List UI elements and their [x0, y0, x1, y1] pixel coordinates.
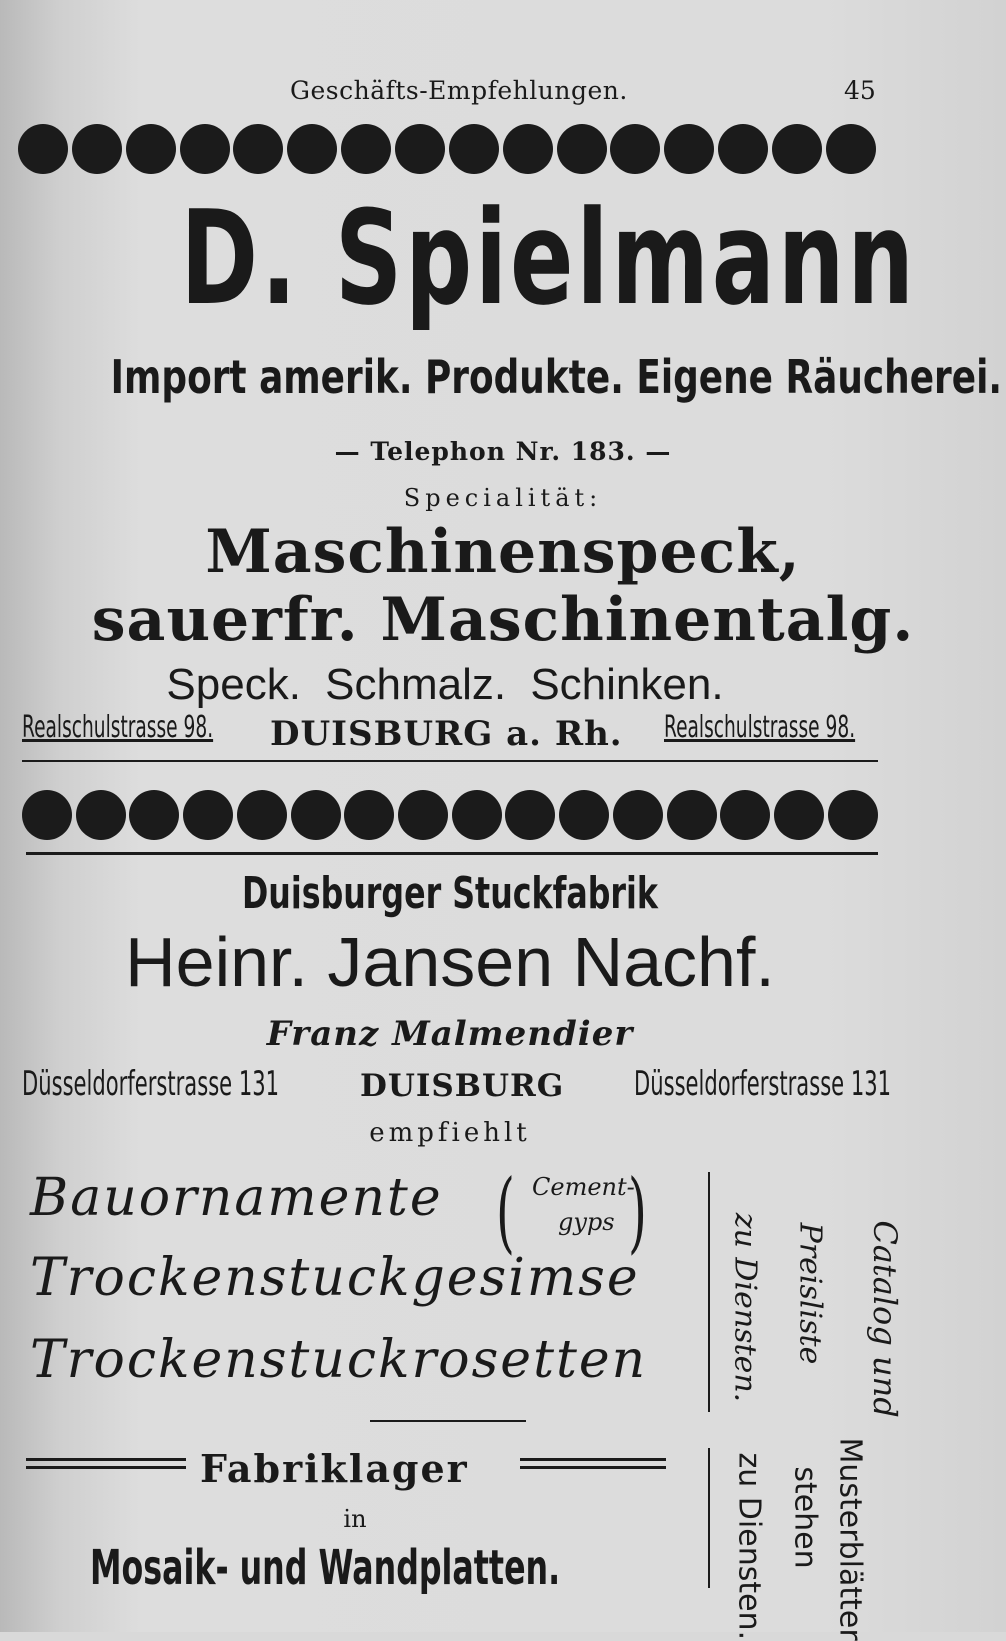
page-number: 45 [844, 76, 876, 105]
ornament-dot [180, 124, 230, 174]
ornament-dot [233, 124, 283, 174]
ad1-firm-name: D. Spielmann [180, 182, 917, 334]
side-note-divider [708, 1172, 710, 1412]
dot-border-top [18, 124, 876, 174]
dot-border-bottom [22, 790, 878, 840]
ornament-dot [557, 124, 607, 174]
ornament-dot [395, 124, 445, 174]
ad2-offer-gesimse: Trockenstuckgesimse [30, 1248, 640, 1308]
ornament-dot [129, 790, 179, 840]
ornament-dot [503, 124, 553, 174]
paren-close: ) [628, 1160, 647, 1263]
ornament-dot [237, 790, 287, 840]
ornament-dot [505, 790, 555, 840]
ornament-dot [610, 124, 660, 174]
ornament-dot [664, 124, 714, 174]
ad1-product-line1: Maschinenspeck, [205, 517, 801, 587]
ornament-dot [72, 124, 122, 174]
ornament-dot [344, 790, 394, 840]
ornament-dot [828, 790, 878, 840]
page-header-title: Geschäfts-Empfehlungen. [290, 76, 628, 105]
ad2-warehouse-goods: Mosaik- und Wandplatten. [90, 1540, 561, 1596]
ad2-warehouse: Fabriklager [200, 1446, 469, 1491]
ad2-side-note2-line1: Musterblätter [832, 1437, 868, 1641]
section-divider [26, 852, 878, 855]
ornament-dot [449, 124, 499, 174]
ornament-dot [291, 790, 341, 840]
ad1-items: Speck. Schmalz. Schinken. [166, 660, 724, 709]
short-divider [370, 1420, 526, 1422]
ad2-city: DUISBURG [360, 1068, 565, 1104]
ad2-street-left: Düsseldorferstrasse 131 [22, 1064, 280, 1104]
ornament-dot [720, 790, 770, 840]
ornament-dot [398, 790, 448, 840]
ornament-dot [613, 790, 663, 840]
ad2-side-note1-line3: zu Diensten. [727, 1212, 763, 1403]
ad2-heading: Duisburger Stuckfabrik [241, 868, 658, 919]
ornament-dot [718, 124, 768, 174]
ornament-dot [341, 124, 391, 174]
divider [22, 760, 878, 762]
ad1-specialty-label: Specialität: [403, 484, 603, 512]
ad2-side-note1-line2: Preisliste [792, 1222, 828, 1365]
ad2-in-word: in [343, 1505, 367, 1533]
ad1-street-right: Realschulstrasse 98. [664, 710, 856, 745]
ornament-dot [559, 790, 609, 840]
ornament-dot [826, 124, 876, 174]
ad1-street-left: Realschulstrasse 98. [22, 710, 214, 745]
ad2-offer-rosetten: Trockenstuckrosetten [30, 1330, 648, 1390]
ad1-city: DUISBURG a. Rh. [270, 714, 623, 754]
double-rule-left [26, 1458, 186, 1469]
ad2-recommends: empfiehlt [369, 1118, 531, 1148]
ad2-side-note2-line2: stehen [787, 1466, 823, 1569]
ornament-dot [76, 790, 126, 840]
ad2-offer-bauornamente: Bauornamente [30, 1168, 443, 1228]
ad2-side-note1-line1: Catalog und [866, 1220, 904, 1418]
ornament-dot [452, 790, 502, 840]
ad1-product-line2: sauerfr. Maschinentalg. [91, 585, 915, 655]
ornament-dot [183, 790, 233, 840]
double-rule-right [520, 1458, 666, 1469]
ad2-offer1-note-line1: Cement- [532, 1173, 635, 1201]
ad1-telephone: — Telephon Nr. 183. — [334, 437, 672, 466]
paren-open: ( [496, 1160, 515, 1263]
ad2-owner: Franz Malmendier [266, 1014, 634, 1054]
ornament-dot [126, 124, 176, 174]
ad2-firm-name: Heinr. Jansen Nachf. [125, 923, 775, 1001]
ornament-dot [287, 124, 337, 174]
ad1-tagline: Import amerik. Produkte. Eigene Räucherei. [110, 350, 1003, 404]
ad2-offer1-note-line2: gyps [558, 1208, 615, 1236]
ornament-dot [774, 790, 824, 840]
ad2-side-note2-line3: zu Diensten. [731, 1452, 767, 1641]
ad2-street-right: Düsseldorferstrasse 131 [634, 1064, 892, 1104]
ornament-dot [667, 790, 717, 840]
ornament-dot [772, 124, 822, 174]
ornament-dot [18, 124, 68, 174]
ornament-dot [22, 790, 72, 840]
